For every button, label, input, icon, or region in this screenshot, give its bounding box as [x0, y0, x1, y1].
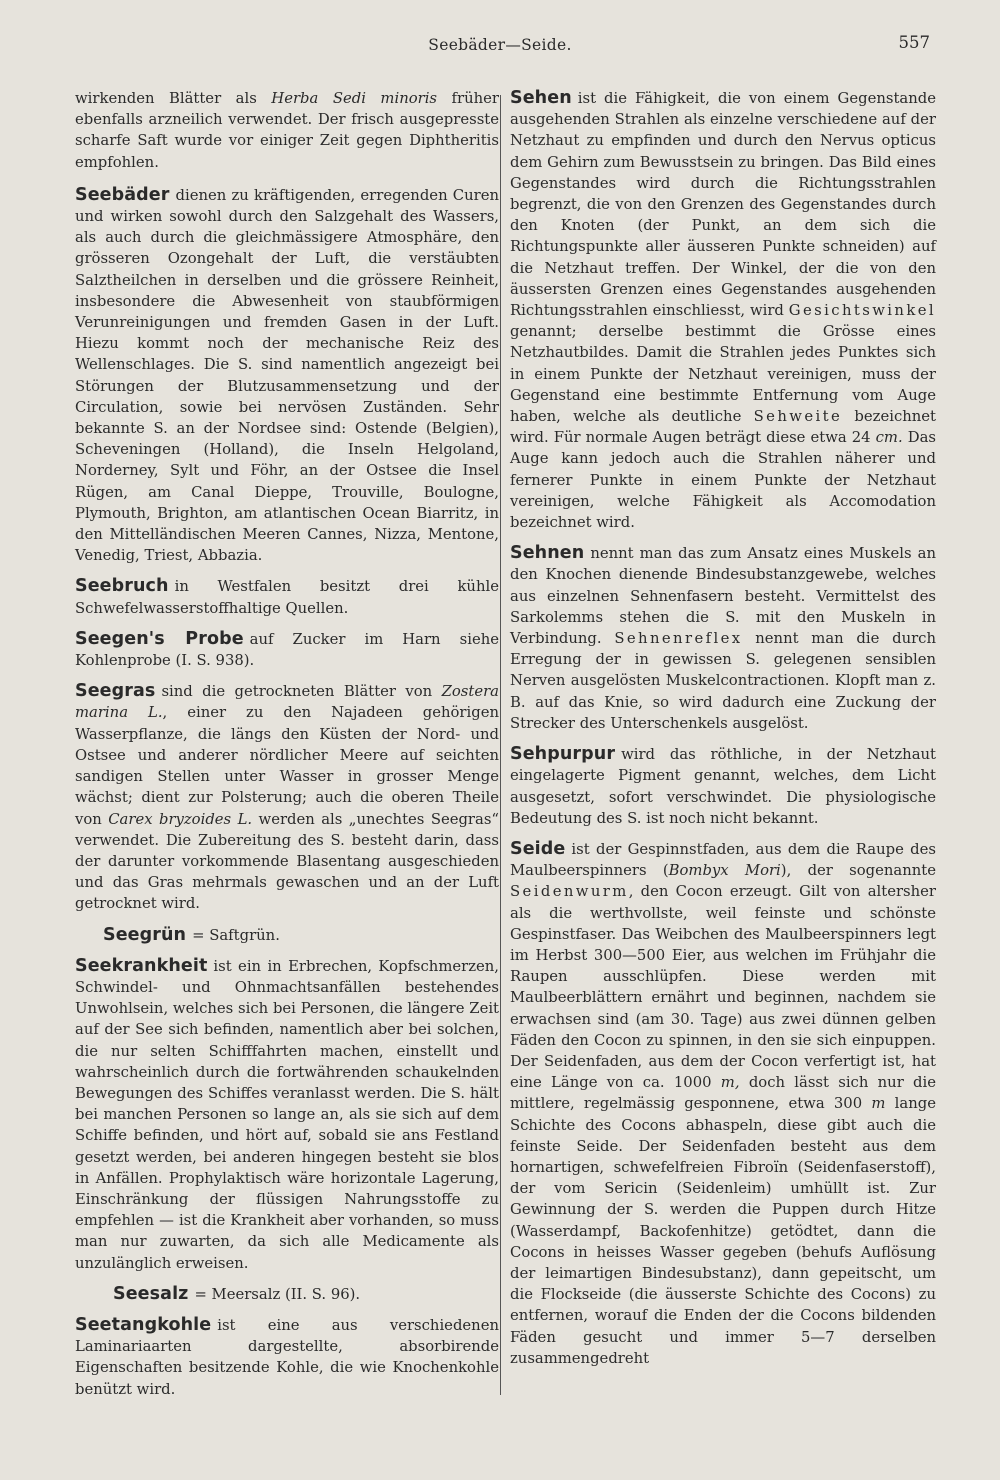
entry-continuation — [75, 88, 499, 173]
latin-term: Carex bryzoides L. — [108, 810, 253, 828]
entry-text: ist eine aus verschiedenen Laminariaarten dargestellte, absorbirende Eigenschaften besitzende Kohle, die wie Knochenkohle benützt wird. — [75, 1316, 499, 1398]
entry-text: nennt man das zum Ansatz eines Muskels an den Knochen dienende Bindesubstanzgewebe, welches aus einzelnen Sehnenfasern besteht. Vermittelst des Sarkolemms stehen die S. mit den Muskeln in Verbindung. — [510, 545, 936, 648]
entry-text: ist die Fähigkeit, die von einem Gegenstande ausgehenden Strahlen als einzelne verschiedene auf der Netzhaut zu empfinden und durch den Nervus opticus dem Gehirn zum Bewusstsein zu bringen. Das Bild eines Gegenstandes wird durch die Richtungsstrahlen begrenzt, die von den Grenzen des Gegenstandes durch den Knoten (der Punkt, an dem sich die Richtungspunkte aller äusseren Punkte schneiden) auf die Netzhaut treffen. Der Winkel, der die von den äussersten Grenzen eines Gegenstandes ausgehenden Richtungsstrahlen einschliesst, wird — [510, 90, 936, 320]
entry-seesalz — [75, 1284, 499, 1305]
entry-seegruen — [75, 925, 499, 946]
headword: Seesalz — [113, 1283, 189, 1304]
spaced-term: Seidenwurm — [510, 883, 629, 901]
entry-text: sind die getrockneten Blätter von — [161, 683, 442, 701]
spaced-term: Sehweite — [753, 408, 843, 426]
entry-text: dienen zu kräftigenden, erregenden Curen und wirken sowohl durch den Salzgehalt des Wassers, als auch durch die gleichmässigere Atmosphäre, den grösseren Ozongehalt der Luft, die verstäubten Salztheilchen in derselben und die grössere Reinheit, insbesondere die Abwesenheit von staubförmigen Verunreinigungen und fremden Gasen in der Luft. Hiezu kommt noch der mechanische Reiz des Wellenschlages. Die S. sind namentlich angezeigt bei Störungen der Blutzusammensetzung und der Circulation, sowie bei nervösen Zuständen. Sehr bekannte S. an der Nordsee sind: Ostende (Belgien), Scheveningen (Holland), die Inseln Helgoland, Norderney, Sylt und Föhr, an der Ostsee die Insel Rügen, am Canal Dieppe, Trouville, Boulogne, Plymouth, Brighton, am atlantischen Ocean Biarritz, in den Mittelländischen Meeren Cannes, Nizza, Mentone, Venedig, Triest, Abbazia. — [75, 186, 499, 565]
entry-text: auf Zucker im Harn siehe Kohlenprobe (I. S. 938). — [75, 630, 499, 670]
entry-seide — [510, 839, 936, 1369]
headword: Sehpurpur — [510, 744, 616, 765]
left-column — [75, 88, 499, 1410]
entry-text: lange Schichte des Cocons abhaspeln, diese gibt auch die feinste Seide. Der Seidenfaden besteht aus dem hornartigen, schwefelfreien Fibroïn (Seidenfaserstoff), der vom Sericin (Seidenleim) umhüllt ist. Zur Gewinnung der S. werden die Puppen durch Hitze (Wasserdampf, Backofenhitze) getödtet, dann die Cocons in heisses Wasser gegeben (behufs Auflösung der leimartigen Bindesubstanz), dann gepeitscht, um die Flockseide (die äusserste Schichte des Cocons) zu entfernen, worauf die Enden der die Cocons bildenden Fäden gesucht und immer 5—7 derselben zusammengedreht — [510, 1095, 936, 1367]
headword: Seegras — [75, 681, 156, 702]
entry-seetangkohle — [75, 1315, 499, 1400]
entry-seegens-probe — [75, 629, 499, 671]
entry-text: bezeichnet wird. Für normale Augen beträgt diese etwa 24 — [510, 408, 936, 447]
latin-term: Zostera marina L. — [75, 683, 499, 722]
entry-text: Das Auge kann jedoch auch die Strahlen näherer und fernerer Punkte in einem Punkte der Netzhaut vereinigen, welche Fähigkeit als Accomodation bezeichnet wird. — [510, 429, 936, 532]
entry-text: , einer zu den Najadeen gehörigen Wasserpflanze, die längs den Küsten der Nord- und Ostsee und anderer nördlicher Meere auf seichten sandigen Stellen unter Wasser in grosser Menge wächst; dient zur Polsterung; auch die oberen Theile von — [75, 704, 499, 828]
headword: Seegen's Probe — [75, 628, 244, 649]
headword: Sehen — [510, 88, 572, 108]
entry-text: = Meersalz (II. S. 96). — [194, 1285, 361, 1303]
headword: Seebruch — [75, 576, 169, 597]
entry-sehnen — [510, 543, 936, 734]
unit-term: m — [871, 1095, 886, 1113]
headword: Sehnen — [510, 543, 585, 564]
entry-text: wird das röthliche, in der Netzhaut eingelagerte Pigment genannt, welches, dem Licht ausgesetzt, sofort verschwindet. Die physiologische Bedeutung des S. ist noch nicht bekannt. — [510, 746, 936, 827]
entry-seegras — [75, 681, 499, 914]
entry-text: = Saftgrün. — [192, 926, 280, 944]
column-divider — [500, 95, 501, 1395]
entry-text: früher ebenfalls arzneilich verwendet. Der frisch ausgepresste scharfe Saft wurde vor einiger Zeit gegen Diphtheritis empfohlen. — [75, 90, 499, 171]
entry-sehpurpur — [510, 744, 936, 829]
right-column — [510, 88, 936, 1379]
headword: Seekrankheit — [75, 955, 208, 976]
entry-text: wirkenden Blätter als — [75, 90, 272, 107]
entry-text: genannt; derselbe bestimmt die Grösse eines Netzhautbildes. Damit die Strahlen jedes Punktes sich in einem Punkte der Netzhaut vereinigen, muss der Gegenstand eine bestimmte Entfernung vom Auge haben, welche als deutliche — [510, 323, 936, 426]
entry-text: , den Cocon erzeugt. Gilt von altersher als die werthvollste, weil feinste und schönste Gespinstfaser. Das Weibchen des Maulbeerspinners legt im Herbst 300—500 Eier, aus welchen im Frühjahr die Raupen ausschlüpfen. Diese werden mit Maulbeerblättern ernährt und beginnen, nachdem sie erwachsen sind (am 30. Tage) aus zwei dünnen gelben Fäden den Cocon zu spinnen, in den sie sich einpuppen. Der Seidenfaden, aus dem der Cocon verfertigt ist, hat eine Länge von ca. 1000 — [510, 883, 936, 1092]
unit-term: m, — [720, 1074, 740, 1092]
entry-seebruch — [75, 576, 499, 618]
page-number: 557 — [898, 33, 930, 52]
headword: Seebäder — [75, 184, 170, 205]
unit-term: cm. — [875, 429, 903, 447]
headword: Seetangkohle — [75, 1314, 212, 1335]
entry-text: ist der Gespinnstfaden, aus dem die Raupe des Maulbeerspinners ( — [510, 840, 936, 880]
headword: Seide — [510, 838, 566, 859]
headword: Seegrün — [103, 924, 187, 945]
spaced-term: Gesichtswinkel — [788, 302, 936, 320]
entry-text: in Westfalen besitzt drei kühle Schwefelwasserstoffhaltige Quellen. — [75, 578, 499, 617]
entry-text: werden als „unechtes Seegras“ verwendet. Die Zubereitung des S. besteht darin, dass der darunter vorkommende Blasentang ausgeschieden und das Gras mehrmals gewaschen und an der Luft getrocknet wird. — [75, 810, 499, 913]
latin-term: Bombyx Mori — [668, 862, 781, 880]
entry-seebaeder — [75, 185, 499, 567]
entry-sehen — [510, 88, 936, 533]
running-title: Seebäder—Seide. — [428, 36, 572, 54]
entry-text: nennt man die durch Erregung der in gewissen S. gelegenen sensiblen Nerven ausgelösten Muskelcontractionen. Klopft man z. B. auf das Knie, so wird dadurch eine Zuckung der Strecker des Unterschenkels ausgelöst. — [510, 630, 936, 732]
latin-term: Herba Sedi minoris — [271, 90, 438, 107]
spaced-term: Sehnenreflex — [614, 630, 743, 648]
entry-text: doch lässt sich nur die mittlere, regelmässig gesponnene, etwa 300 — [510, 1074, 937, 1113]
entry-seekrankheit — [75, 956, 499, 1274]
entry-text: ist ein in Erbrechen, Kopfschmerzen, Schwindel- und Ohnmachtsanfällen bestehendes Unwohlsein, welches sich bei Personen, die längere Zeit auf der See sich befinden, namentlich aber bei solchen, die nur selten Schifffahrten machen, einstellt und wahrscheinlich durch die fortwährenden schaukelnden Bewegungen des Schiffes veranlasst werden. Die S. hält bei manchen Personen so lange an, als sie sich auf dem Schiffe befinden, und hört auf, sobald sie ans Festland gesetzt werden, bei anderen hingegen besteht sie blos in Anfällen. Prophylaktisch wäre horizontale Lagerung, Einschränkung der flüssigen Nahrungsstoffe zu empfehlen — ist die Krankheit aber vorhanden, so muss man nur zuwarten, da sich alle Medicamente als unzulänglich erweisen. — [75, 957, 499, 1272]
entry-text: ), der sogenannte — [780, 862, 936, 880]
